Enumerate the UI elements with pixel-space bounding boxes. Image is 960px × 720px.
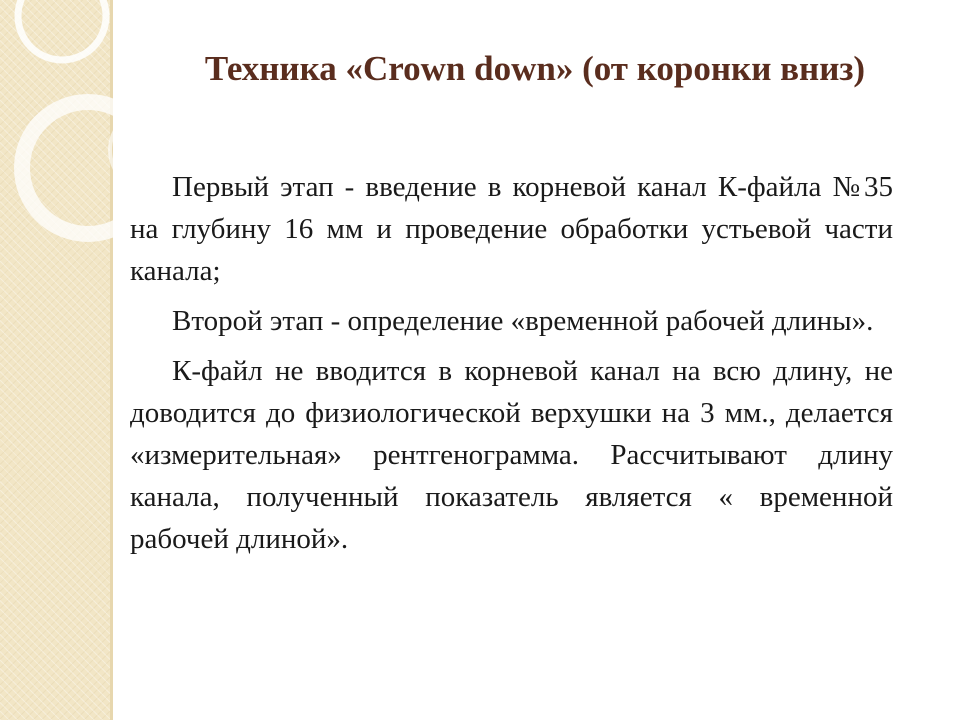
- paragraph-first-stage: Первый этап - введение в корневой канал К-файла №35 на глубину 16 мм и проведение обработки устьевой части канала;: [130, 171, 893, 287]
- slide-body: [130, 166, 893, 568]
- paragraph-k-file: К-файл не вводится в корневой канал на всю длину, не доводится до физиологической верхушки на 3 мм., делается «измерительная» рентгенограмма. Рассчитывают длину канала, полученный показатель является « временной рабочей длиной».: [130, 355, 893, 555]
- slide-title: Техника «Crown down» (от коронки вниз): [204, 49, 866, 88]
- paragraph-second-stage: Второй этап - определение «временной рабочей длины».: [172, 305, 874, 337]
- decorative-ring-top: [18, 0, 106, 60]
